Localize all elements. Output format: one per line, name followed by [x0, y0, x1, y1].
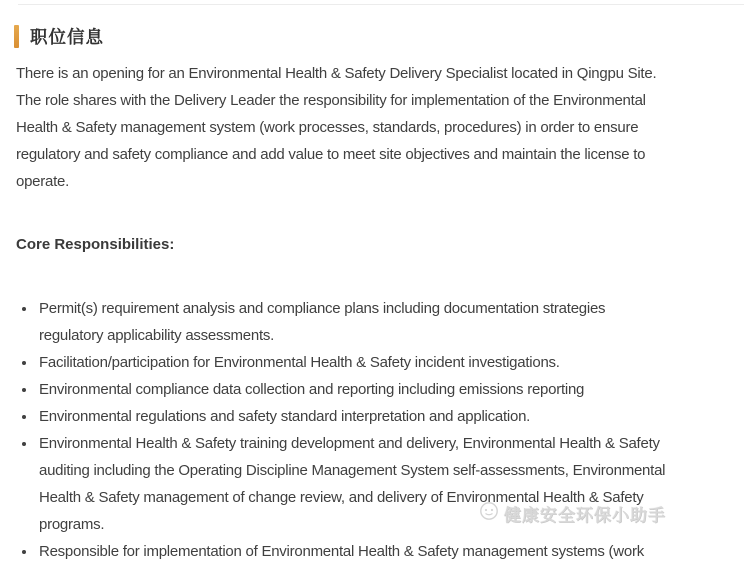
list-item: • Facilitation/participation for Environmental Health & Safety incident investigations. — [37, 349, 668, 376]
top-divider — [18, 4, 744, 5]
list-item: • Environmental regulations and safety standard interpretation and application. — [37, 403, 668, 430]
section-header — [14, 24, 104, 49]
section-title: 职位信息 — [30, 27, 104, 47]
list-item: • Responsible for implementation of Environmental Health & Safety management systems (work — [37, 538, 668, 565]
accent-bar-icon — [14, 25, 19, 48]
responsibilities-heading: Core Responsibilities: — [16, 236, 175, 253]
list-item: • Permit(s) requirement analysis and compliance plans including documentation strategies regulatory applicability assessments. — [37, 295, 668, 349]
intro-paragraph: There is an opening for an Environmental Health & Safety Delivery Specialist located in Qingpu Site. The role shares with the Delivery Leader the responsibility for implementation of the Environmental Health & Safety management system (work processes, standards, procedures) in order to ensure regulatory and safety compliance and add value to meet site objectives and maintain the license to operate. — [16, 65, 657, 190]
list-item: • Environmental Health & Safety training development and delivery, Environmental Health & Safety auditing including the Operating Discipline Management System self-assessments, Environmental Health & Safety management of change review, and delivery of Environmental Health & Safety programs. — [37, 430, 668, 538]
responsibilities-list — [16, 295, 668, 565]
watermark-text: 健康安全环保小助手 — [504, 506, 666, 525]
job-description-body — [16, 60, 668, 565]
list-item: • Environmental compliance data collection and reporting including emissions reporting — [37, 376, 668, 403]
